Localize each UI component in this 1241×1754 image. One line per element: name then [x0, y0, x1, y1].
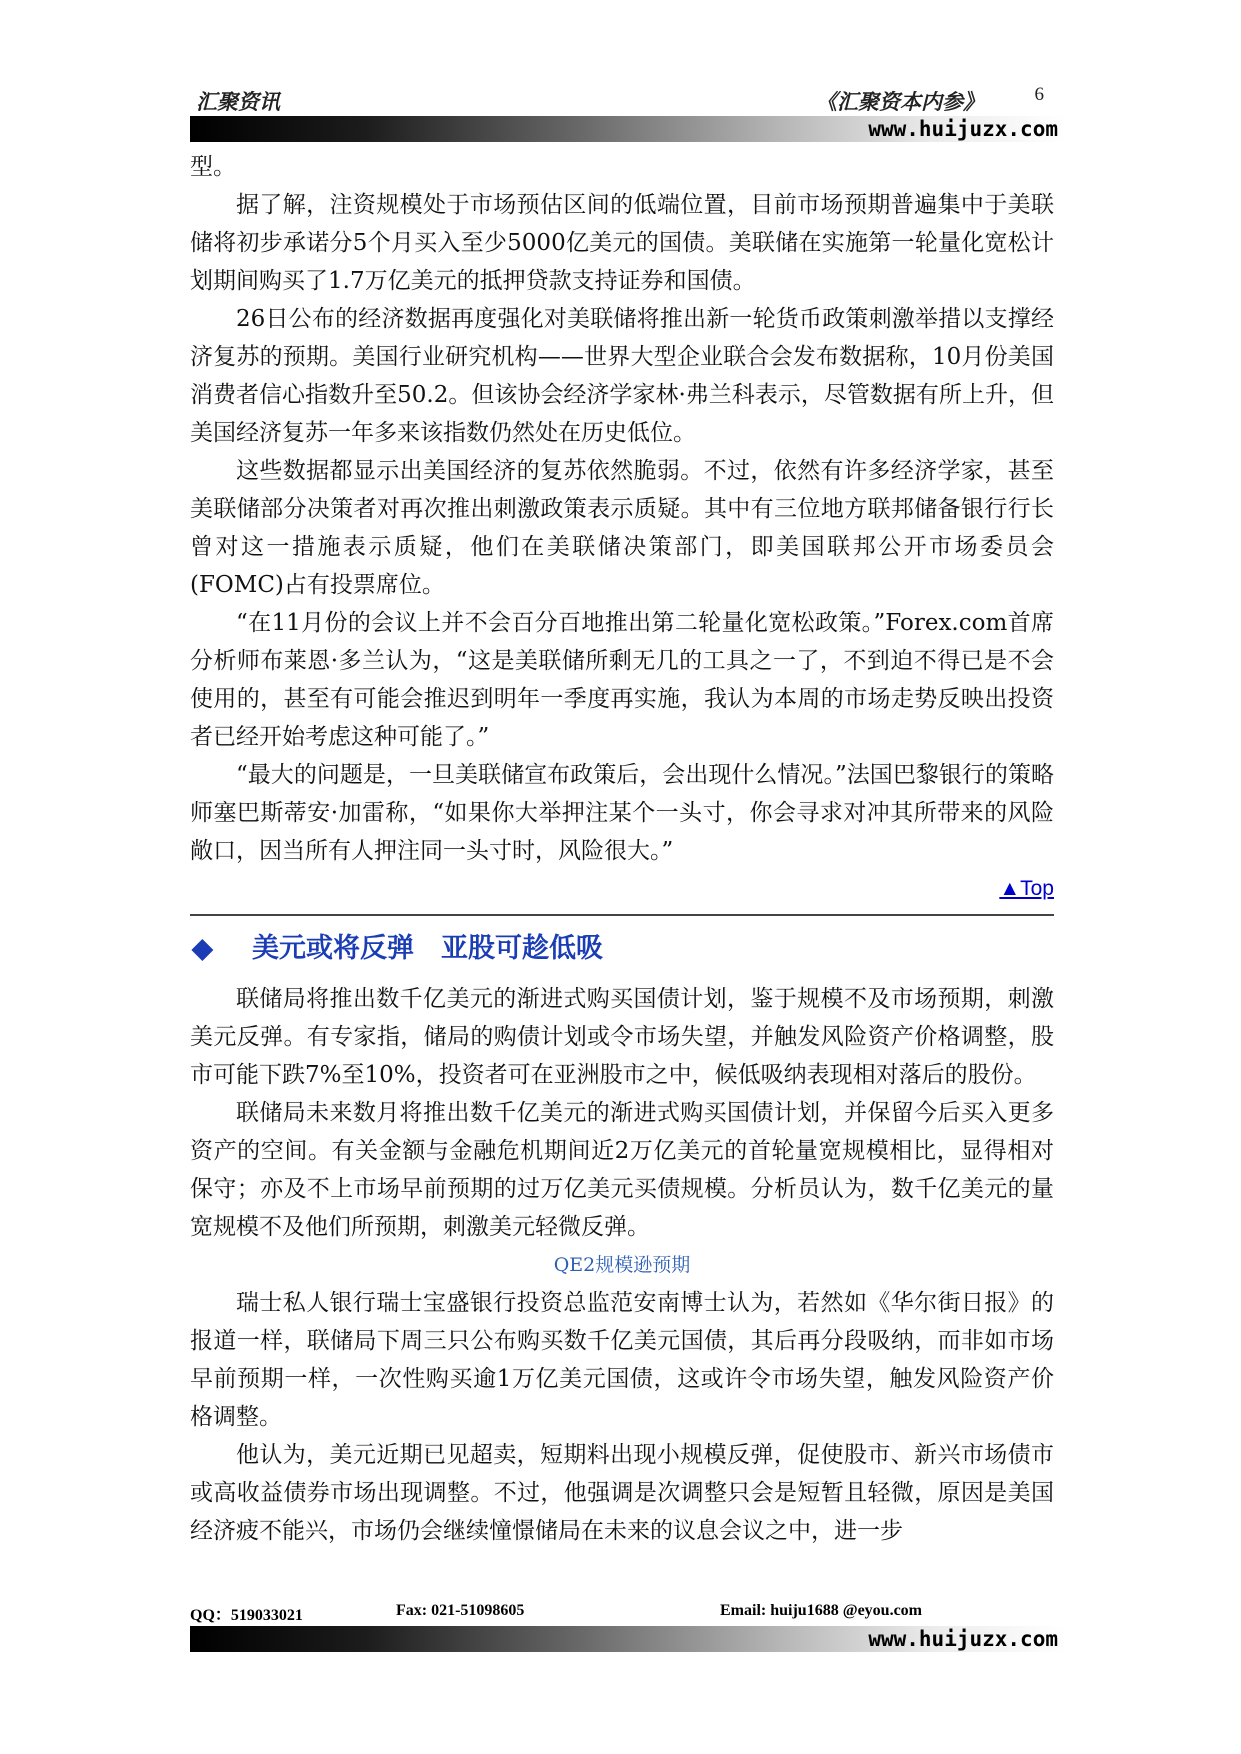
diamond-bullet-icon: ◆	[192, 933, 213, 963]
section-heading	[190, 916, 1054, 980]
header-url: www.huijuzx.com	[868, 117, 1058, 141]
back-to-top	[190, 870, 1054, 908]
section-paragraph: 瑞士私人银行瑞士宝盛银行投资总监范安南博士认为，若然如《华尔街日报》的报道一样，联储局下周三只公布购买数千亿美元国债，其后再分段吸纳，而非如市场早前预期一样，一次性购买逾1万亿美元国债，这或许令市场失望，触发风险资产价格调整。	[190, 1290, 1054, 1430]
footer-url: www.huijuzx.com	[868, 1627, 1058, 1651]
header-gradient-bar	[190, 116, 1066, 142]
footer-gradient-bar	[190, 1626, 1066, 1652]
article-paragraph: 据了解，注资规模处于市场预估区间的低端位置，目前市场预期普遍集中于美联储将初步承诺分5个月买入至少5000亿美元的国债。美联储在实施第一轮量化宽松计划期间购买了1.7万亿美元的抵押贷款支持证券和国债。	[190, 192, 1054, 294]
article-paragraph: 这些数据都显示出美国经济的复苏依然脆弱。不过，依然有许多经济学家，甚至美联储部分决策者对再次推出刺激政策表示质疑。其中有三位地方联邦储备银行行长曾对这一措施表示质疑，他们在美联储决策部门，即美国联邦公开市场委员会(FOMC)占有投票席位。	[190, 458, 1054, 598]
footer-email: Email: huiju1688 @eyou.com	[720, 1602, 922, 1619]
article-paragraph: “最大的问题是，一旦美联储宣布政策后，会出现什么情况。”法国巴黎银行的策略师塞巴斯蒂安·加雷称，“如果你大举押注某个一头寸，你会寻求对冲其所带来的风险敞口，因当所有人押注同一头寸时，风险很大。”	[190, 762, 1054, 864]
article-paragraph: 26日公布的经济数据再度强化对美联储将推出新一轮货币政策刺激举措以支撑经济复苏的预期。美国行业研究机构——世界大型企业联合会发布数据称，10月份美国消费者信心指数升至50.2。但该协会经济学家林·弗兰科表示，尽管数据有所上升，但美国经济复苏一年多来该指数仍然处在历史低位。	[190, 306, 1054, 446]
section-title: 美元或将反弹 亚股可趁低吸	[252, 933, 603, 963]
section-paragraph: 联储局将推出数千亿美元的渐进式购买国债计划，鉴于规模不及市场预期，刺激美元反弹。有专家指，储局的购债计划或令市场失望，并触发风险资产价格调整，股市可能下跌7%至10%，投资者可在亚洲股市之中，候低吸纳表现相对落后的股份。	[190, 986, 1054, 1088]
page-header	[190, 86, 1054, 114]
section-paragraph: 他认为，美元近期已见超卖，短期料出现小规模反弹，促使股市、新兴市场债市或高收益债券市场出现调整。不过，他强调是次调整只会是短暂且轻微，原因是美国经济疲不能兴，市场仍会继续憧憬储局在未来的议息会议之中，进一步	[190, 1442, 1054, 1544]
article-paragraph: 型。	[190, 154, 236, 180]
subheading: QE2规模逊预期	[553, 1254, 691, 1276]
footer-fax: Fax: 021-51098605	[396, 1602, 525, 1619]
page-number: 6	[1034, 84, 1044, 105]
publication-title: 《汇聚资本内参》	[816, 90, 984, 114]
main-content	[190, 148, 1054, 1550]
article-paragraph: “在11月份的会议上并不会百分百地推出第二轮量化宽松政策。”Forex.com首席分析师布莱恩·多兰认为，“这是美联储所剩无几的工具之一了，不到迫不得已是不会使用的，甚至有可能会推迟到明年一季度再实施，我认为本周的市场走势反映出投资者已经开始考虑这种可能了。”	[190, 610, 1054, 750]
top-link[interactable]: ▲Top	[999, 877, 1054, 900]
section-paragraph: 联储局未来数月将推出数千亿美元的渐进式购买国债计划，并保留今后买入更多资产的空间。有关金额与金融危机期间近2万亿美元的首轮量宽规模相比，显得相对保守；亦及不上市场早前预期的过万亿美元买债规模。分析员认为，数千亿美元的量宽规模不及他们所预期，刺激美元轻微反弹。	[190, 1100, 1054, 1240]
footer-qq: QQ：519033021	[190, 1607, 303, 1624]
page-footer	[190, 1602, 1054, 1626]
brand-name: 汇聚资讯	[196, 90, 280, 114]
